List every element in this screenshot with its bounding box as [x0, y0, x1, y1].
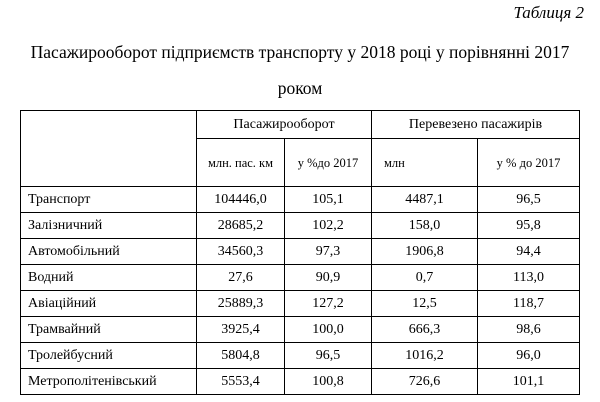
group-header-turnover: Пасажирооборот: [197, 111, 372, 139]
turnover-value-cell: 5804,8: [197, 343, 285, 369]
passengers-value-cell: 666,3: [372, 317, 478, 343]
passengers-value-cell: 12,5: [372, 291, 478, 317]
passengers-pct-value-cell: 101,1: [478, 369, 580, 395]
subheader-passengers-pct: у % до 2017: [478, 139, 580, 187]
turnover-pct-value-cell: 100,0: [285, 317, 372, 343]
passengers-pct-value-cell: 96,0: [478, 343, 580, 369]
table-row: [21, 213, 580, 239]
transport-type-cell: Трамвайний: [21, 317, 197, 343]
transport-type-cell: Водний: [21, 265, 197, 291]
passengers-pct-value-cell: 95,8: [478, 213, 580, 239]
turnover-pct-value-cell: 90,9: [285, 265, 372, 291]
passengers-pct-value-cell: 98,6: [478, 317, 580, 343]
turnover-pct-value-cell: 97,3: [285, 239, 372, 265]
subheader-mln: млн: [372, 139, 478, 187]
table-body: [21, 187, 580, 395]
table-number-label: Таблиця 2: [513, 3, 584, 22]
table-row: [21, 343, 580, 369]
group-header-passengers: Перевезено пасажирів: [372, 111, 580, 139]
turnover-value-cell: 104446,0: [197, 187, 285, 213]
passengers-value-cell: 1016,2: [372, 343, 478, 369]
table-row: [21, 239, 580, 265]
passengers-value-cell: 1906,8: [372, 239, 478, 265]
table-title: Пасажирооборот підприємств транспорту у 2018 році у порівнянні 2017 роком: [30, 42, 570, 98]
subheader-turnover-pct: у %до 2017: [285, 139, 372, 187]
turnover-value-cell: 3925,4: [197, 317, 285, 343]
subheader-mln-pass-km: млн. пас. км: [197, 139, 285, 187]
transport-type-cell: Авіаційний: [21, 291, 197, 317]
table-header-row-groups: [21, 111, 580, 139]
transport-type-cell: Транспорт: [21, 187, 197, 213]
table-row: [21, 187, 580, 213]
transport-type-cell: Тролейбусний: [21, 343, 197, 369]
passengers-value-cell: 158,0: [372, 213, 478, 239]
turnover-value-cell: 27,6: [197, 265, 285, 291]
turnover-value-cell: 34560,3: [197, 239, 285, 265]
turnover-value-cell: 5553,4: [197, 369, 285, 395]
turnover-pct-value-cell: 100,8: [285, 369, 372, 395]
table-row: [21, 291, 580, 317]
turnover-pct-value-cell: 96,5: [285, 343, 372, 369]
header-corner-cell: [21, 111, 197, 187]
turnover-pct-value-cell: 105,1: [285, 187, 372, 213]
transport-type-cell: Автомобільний: [21, 239, 197, 265]
passenger-turnover-table: [20, 110, 580, 395]
table-row: [21, 317, 580, 343]
turnover-pct-value-cell: 127,2: [285, 291, 372, 317]
turnover-value-cell: 25889,3: [197, 291, 285, 317]
table-row: [21, 369, 580, 395]
passengers-pct-value-cell: 94,4: [478, 239, 580, 265]
turnover-value-cell: 28685,2: [197, 213, 285, 239]
passengers-pct-value-cell: 113,0: [478, 265, 580, 291]
transport-type-cell: Залізничний: [21, 213, 197, 239]
passengers-pct-value-cell: 96,5: [478, 187, 580, 213]
table-row: [21, 265, 580, 291]
passengers-value-cell: 0,7: [372, 265, 478, 291]
passengers-pct-value-cell: 118,7: [478, 291, 580, 317]
passengers-value-cell: 726,6: [372, 369, 478, 395]
passengers-value-cell: 4487,1: [372, 187, 478, 213]
turnover-pct-value-cell: 102,2: [285, 213, 372, 239]
transport-type-cell: Метрополітенівський: [21, 369, 197, 395]
